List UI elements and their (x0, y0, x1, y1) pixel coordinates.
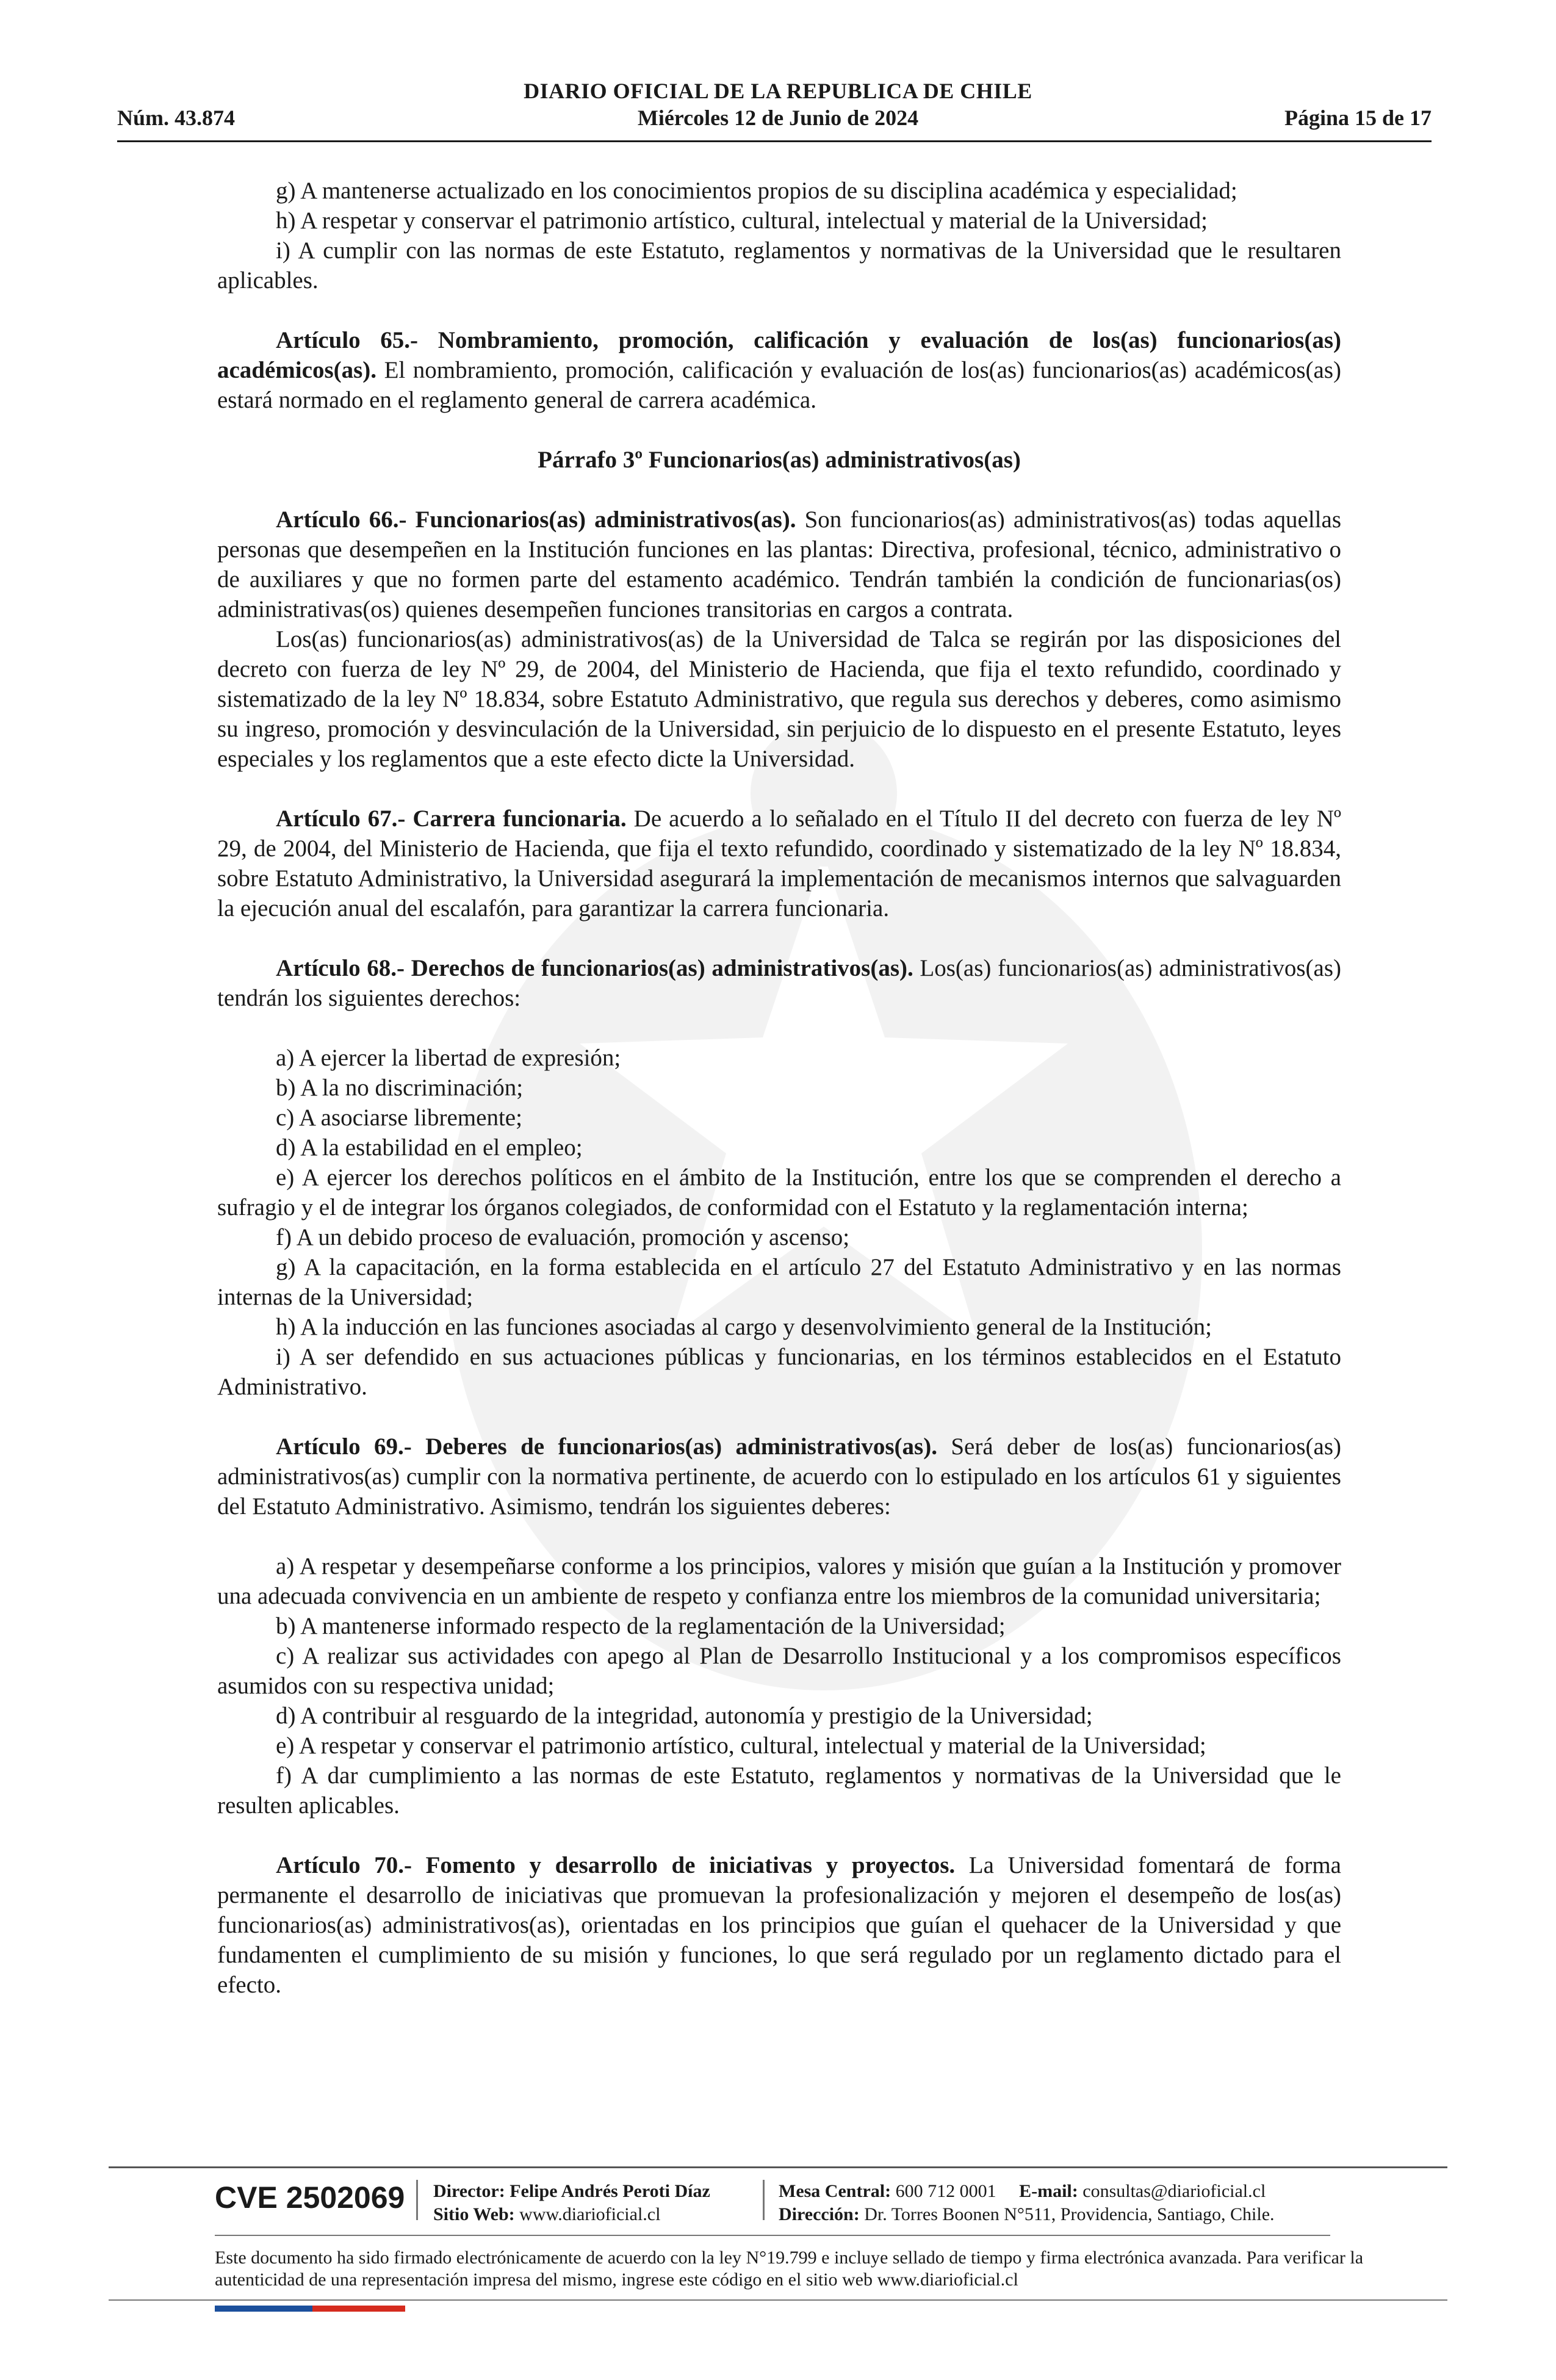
article-heading: Artículo 68.- Derechos de funcionarios(as) administrativos(as). (276, 955, 913, 981)
list-item: e) A respetar y conservar el patrimonio artístico, cultural, intelectual y material de la Universidad; (276, 1733, 1206, 1759)
article-67 (217, 804, 1341, 923)
list-item: f) A dar cumplimiento a las normas de este Estatuto, reglamentos y normativas de la Universidad que le resulten aplicables. (217, 1762, 1341, 1819)
article-text: La Universidad fomentará de forma permanente el desarrollo de iniciativas que promuevan la profesionalización y mejoren el desempeño de los(as) funcionarios(as) administrativos(as), orientadas en los principios que guían el quehacer de la Universidad y que fundamenten el cumplimiento de su misión y funciones, lo que será regulado por un reglamento dictado para el efecto. (217, 1852, 1341, 1998)
list-item: e) A ejercer los derechos políticos en el ámbito de la Institución, entre los que se comprenden el derecho a sufragio y el de integrar los órganos colegiados, de conformidad con el Estatuto y la reglamentación interna; (217, 1164, 1341, 1221)
issue-number: Núm. 43.874 (117, 106, 236, 130)
email-link[interactable]: consultas@diarioficial.cl (1082, 2181, 1266, 2201)
list-item: i) A ser defendido en sus actuaciones públicas y funcionarias, en los términos establecidos en el Estatuto Administrativo. (217, 1344, 1341, 1400)
article-heading: Artículo 70.- Fomento y desarrollo de iniciativas y proyectos. (276, 1852, 956, 1878)
website-link[interactable]: www.diarioficial.cl (519, 2204, 661, 2224)
website-label: Sitio Web: (433, 2204, 515, 2224)
list-item: g) A la capacitación, en la forma establecida en el artículo 27 del Estatuto Administrativo y en las normas internas de la Universidad; (217, 1254, 1341, 1310)
list-item: b) A la no discriminación; (276, 1075, 524, 1101)
list-item: h) A la inducción en las funciones asociadas al cargo y desenvolvimiento general de la Institución; (276, 1314, 1212, 1340)
list-item: i) A cumplir con las normas de este Estatuto, reglamentos y normativas de la Universidad que le resultaren aplicables. (217, 237, 1341, 294)
footer-separator (416, 2180, 418, 2220)
list-item: a) A ejercer la libertad de expresión; (276, 1045, 621, 1071)
page-number: Página 15 de 17 (1284, 106, 1432, 130)
flag-stripe-blue (215, 2306, 312, 2312)
article-66-paragraph-2: Los(as) funcionarios(as) administrativos(as) de la Universidad de Talca se regirán por las disposiciones del decreto con fuerza de ley Nº 29, de 2004, del Ministerio de Hacienda, que fija el texto refundido, coordinado y sistematizado de la ley Nº 18.834, sobre Estatuto Administrativo, que regula sus derechos y deberes, como asimismo su ingreso, promoción y desvinculación de la Universidad, sin perjuicio de lo dispuesto en el presente Estatuto, leyes especiales y los reglamentos que a este efecto dicte la Universidad. (217, 626, 1341, 772)
legal-notice: Este documento ha sido firmado electrónicamente de acuerdo con la ley N°19.799 e incluye sellado de tiempo y firma electrónica avanzada. Para verificar la autenticidad de una representación impresa del mismo, ingrese este código en el sitio web www.diarioficial.cl (215, 2248, 1364, 2290)
list-item: c) A realizar sus actividades con apego al Plan de Desarrollo Institucional y a los compromisos específicos asumidos con su respectiva unidad; (217, 1643, 1341, 1699)
header-divider (117, 140, 1432, 142)
list-item: f) A un debido proceso de evaluación, promoción y ascenso; (276, 1224, 850, 1250)
article-heading: Artículo 65.- Nombramiento, promoción, calificación y evaluación de los(as) funcionarios(as) académicos(as). (217, 327, 1341, 383)
article-69 (217, 1432, 1341, 1521)
list-item: d) A contribuir al resguardo de la integridad, autonomía y prestigio de la Universidad; (276, 1703, 1093, 1729)
document-body (217, 176, 1341, 2000)
phone-number: 600 712 0001 (895, 2181, 996, 2201)
director-name: Felipe Andrés Peroti Díaz (510, 2181, 710, 2201)
footer-divider (109, 2299, 1447, 2301)
cve-code: CVE 2502069 (215, 2180, 405, 2215)
footer-divider (215, 2235, 1330, 2236)
article-70 (217, 1850, 1341, 2000)
list-item: d) A la estabilidad en el empleo; (276, 1134, 583, 1161)
article-heading: Artículo 69.- Deberes de funcionarios(as) administrativos(as). (276, 1433, 937, 1460)
list-item: g) A mantenerse actualizado en los conocimientos propios de su disciplina académica y especialidad; (276, 178, 1237, 204)
list-item: b) A mantenerse informado respecto de la reglamentación de la Universidad; (276, 1613, 1006, 1639)
footer-separator (763, 2180, 765, 2220)
footer-contact-block (779, 2180, 1275, 2226)
phone-label: Mesa Central: (779, 2181, 891, 2201)
email-label: E-mail: (1019, 2181, 1078, 2201)
list-item: c) A asociarse libremente; (276, 1105, 522, 1131)
address-label: Dirección: (779, 2204, 860, 2224)
list-item: a) A respetar y desempeñarse conforme a los principios, valores y misión que guían a la Institución y promover una adecuada convivencia en un ambiente de respeto y confianza entre los miembros de la comunidad universitaria; (217, 1553, 1341, 1609)
footer-divider (109, 2166, 1447, 2168)
article-text: Son funcionarios(as) administrativos(as) todas aquellas personas que desempeñen en la Institución funciones en las plantas: Directiva, profesional, técnico, administrativo o de auxiliares y que no formen parte del estamento académico. Tendrán también la condición de funcionarias(os) administrativas(os) quienes desempeñen funciones transitorias en cargos a contrata. (217, 507, 1341, 622)
article-text: De acuerdo a lo señalado en el Título II del decreto con fuerza de ley Nº 29, de 2004, del Ministerio de Hacienda, que fija el texto refundido, coordinado y sistematizado de la ley Nº 18.834, sobre Estatuto Administrativo, la Universidad asegurará la implementación de mecanismos internos que salvaguarden la ejecución anual del escalafón, para garantizar la carrera funcionaria. (217, 806, 1341, 921)
flag-stripe-red (312, 2306, 405, 2312)
article-text: Será deber de los(as) funcionarios(as) administrativos(as) cumplir con la normativa pertinente, de acuerdo con lo estipulado en los artículos 61 y siguientes del Estatuto Administrativo. Asimismo, tendrán los siguientes deberes: (217, 1433, 1341, 1520)
article-65 (217, 325, 1341, 415)
article-text: El nombramiento, promoción, calificación y evaluación de los(as) funcionarios(as) académicos(as) estará normado en el reglamento general de carrera académica. (217, 357, 1341, 413)
article-68 (217, 953, 1341, 1013)
issue-date: Miércoles 12 de Junio de 2024 (637, 106, 919, 130)
director-label: Director: (433, 2181, 505, 2201)
article-66 (217, 505, 1341, 624)
section-title: Párrafo 3º Funcionarios(as) administrativos(as) (538, 447, 1021, 473)
footer-director-block (433, 2180, 710, 2226)
list-item: h) A respetar y conservar el patrimonio artístico, cultural, intelectual y material de la Universidad; (276, 207, 1208, 234)
article-text: Los(as) funcionarios(as) administrativos(as) tendrán los siguientes derechos: (217, 955, 1342, 1011)
article-heading: Artículo 67.- Carrera funcionaria. (276, 806, 627, 832)
address-value: Dr. Torres Boonen N°511, Providencia, Santiago, Chile. (864, 2204, 1275, 2224)
article-heading: Artículo 66.- Funcionarios(as) administrativos(as). (276, 507, 796, 533)
newspaper-title: DIARIO OFICIAL DE LA REPUBLICA DE CHILE (524, 79, 1032, 103)
